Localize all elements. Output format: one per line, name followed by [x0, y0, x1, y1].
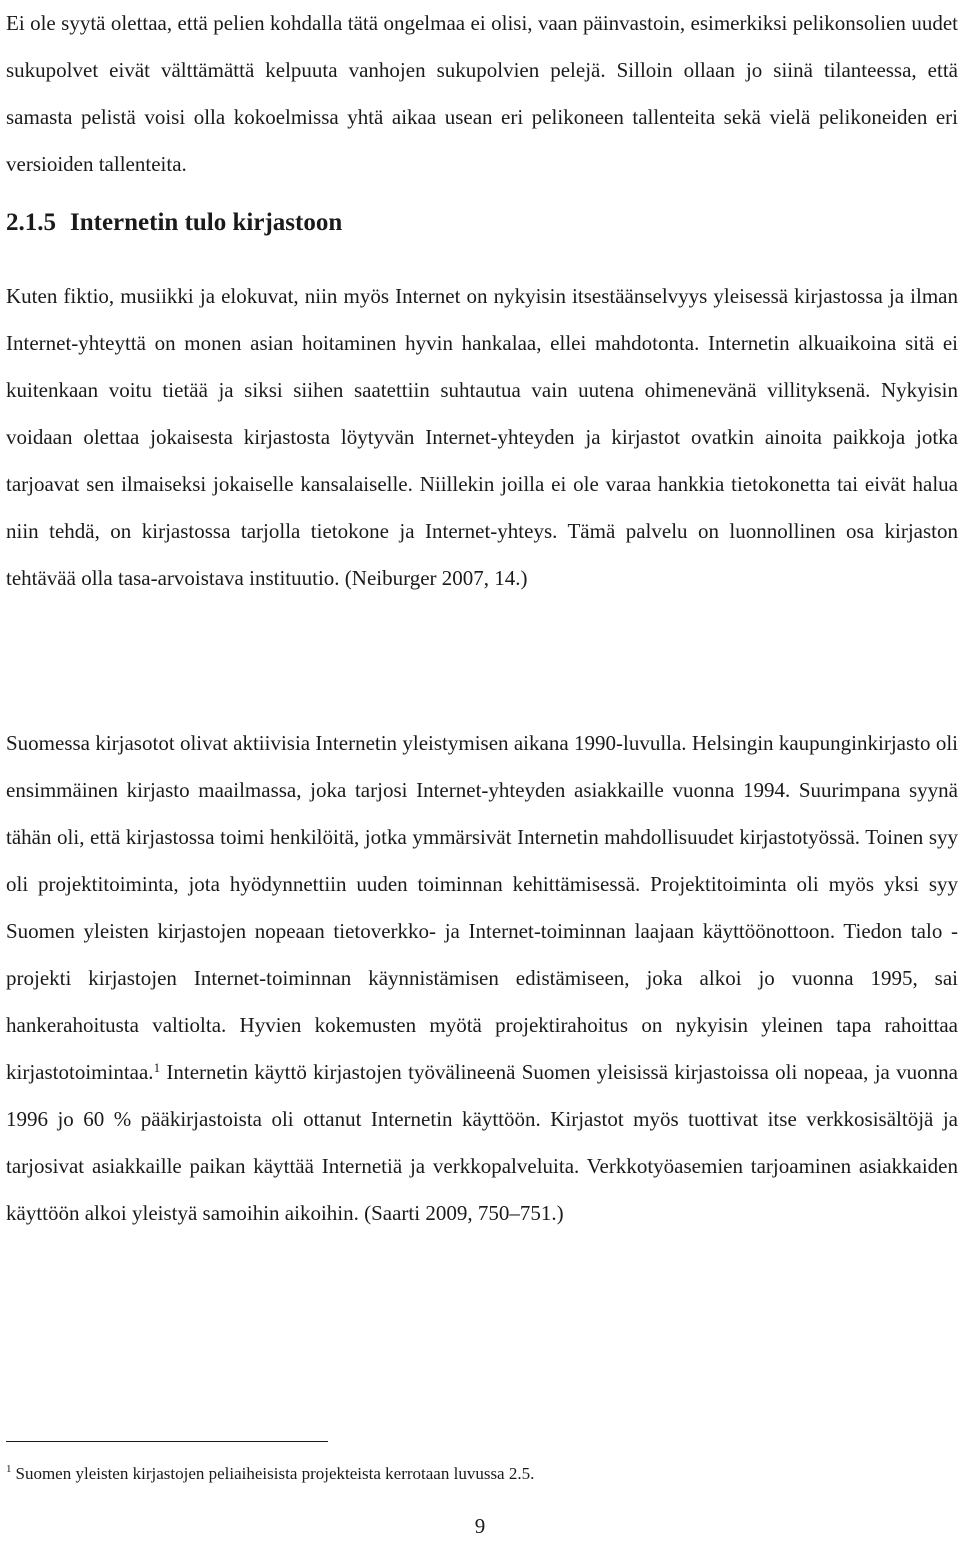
paragraph-finland-part-2: Internetin käyttö kirjastojen työvälineenä Suomen yleisissä kirjastoissa oli nopeaa, ja vuonna 1996 jo 60 % pääkirjastoista oli ottanut Internetin käyttöön. Kirjastot myös tuottivat itse verkkosisältöjä ja tarjosivat asiakkaille paikan käyttää Internetiä ja verkkopalveluita. Verkkotyöasemien tarjoaminen asiakkaiden käyttöön alkoi yleistyä samoihin aikoihin. (Saarti 2009, 750–751.): [6, 1060, 958, 1225]
footnote-reference[interactable]: 1: [153, 1059, 161, 1075]
footnote-divider: [6, 1441, 328, 1442]
paragraph-intro: Ei ole syytä olettaa, että pelien kohdalla tätä ongelmaa ei olisi, vaan päinvastoin, esimerkiksi pelikonsolien uudet sukupolvet eivät välttämättä kelpuuta vanhojen sukupolvien pelejä. Silloin ollaan jo siinä tilanteessa, että samasta pelistä voisi olla kokoelmissa yhtä aikaa usean eri pelikoneen tallenteita sekä vielä pelikoneiden eri versioiden tallenteita.: [6, 11, 958, 176]
paragraph-finland-libraries: [6, 720, 958, 1237]
section-title: Internetin tulo kirjastoon: [70, 209, 343, 236]
footnote-marker: 1: [6, 1463, 12, 1476]
footnote: [6, 1460, 946, 1488]
section-heading: [6, 203, 342, 243]
paragraph-finland-part-1: Suomessa kirjasotot olivat aktiivisia Internetin yleistymisen aikana 1990-luvulla. Helsingin kaupunginkirjasto oli ensimmäinen kirjasto maailmassa, joka tarjosi Internet-yhteyden asiakkaille vuonna 1994. Suurimpana syynä tähän oli, että kirjastossa toimi henkilöitä, jotka ymmärsivät Internetin mahdollisuudet kirjastotyössä. Toinen syy oli projektitoiminta, jota hyödynnettiin uuden toiminnan kehittämisessä. Projektitoiminta oli myös yksi syy Suomen yleisten kirjastojen nopeaan tietoverkko- ja Internet-toiminnan laajaan käyttöönottoon. Tiedon talo -projekti kirjastojen Internet-toiminnan käynnistämisen edistämiseen, joka alkoi jo vuonna 1995, sai hankerahoitusta valtiolta. Hyvien kokemusten myötä projektirahoitus on nykyisin yleinen tapa rahoittaa kirjastotoimintaa.: [6, 731, 958, 1084]
footnote-text: Suomen yleisten kirjastojen peliaiheisista projekteista kerrotaan luvussa 2.5.: [15, 1464, 535, 1483]
paragraph-internet-in-library: Kuten fiktio, musiikki ja elokuvat, niin myös Internet on nykyisin itsestäänselvyys yleisessä kirjastossa ja ilman Internet-yhteyttä on monen asian hoitaminen hyvin hankalaa, ellei mahdotonta. Internetin alkuaikoina sitä ei kuitenkaan voitu tietää ja siksi siihen saatettiin suhtautua vain uutena ohimenevänä villityksenä. Nykyisin voidaan olettaa jokaisesta kirjastosta löytyvän Internet-yhteyden ja kirjastot ovatkin ainoita paikkoja jotka tarjoavat sen ilmaiseksi jokaiselle kansalaiselle. Niillekin joilla ei ole varaa hankkia tietokonetta tai eivät halua niin tehdä, on kirjastossa tarjolla tietokone ja Internet-yhteys. Tämä palvelu on luonnollinen osa kirjaston tehtävää olla tasa-arvoistava instituutio. (Neiburger 2007, 14.): [6, 284, 958, 590]
section-number: 2.1.5: [6, 209, 56, 236]
page-number: 9: [474, 1514, 486, 1538]
